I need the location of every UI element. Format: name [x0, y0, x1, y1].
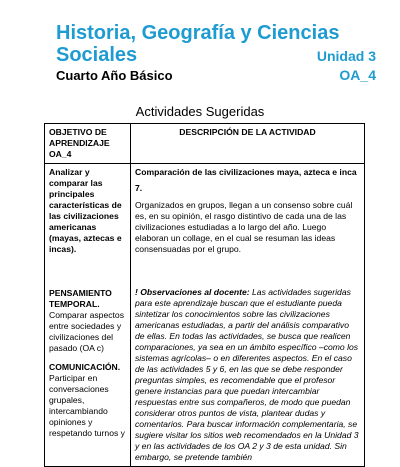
- activity-number: 7.: [135, 183, 143, 193]
- observations-text: Las actividades sugeridas para este aprendizaje buscan que el estudiante pueda sintetizar los conocimientos sobre las civilizaciones americanas estudiadas, a partir del análisis comparativo de ellas. En todas las actividades, se busca que realicen comparaciones, ya sea en un ámbito específico –como los sistemas agrícolas– o en diferentes aspectos. En el caso de las actividades 5 y 6, en las que se debe responder preguntas simples, es recomendable que el profesor genere instancias para que puedan intercambiar respuestas entre sus compañeros, de modo que puedan considerar otros puntos de vista, plantear dudas y comentarios. Para buscar información complementaria, se sugiere visitar los sitios web recomendados en la Unidad 3 y en las actividades de los OA 2 y 3 de esta unidad. Sin embargo, se pretende también: [135, 287, 359, 462]
- grade-label: Cuarto Año Básico: [56, 68, 173, 83]
- communication-title: COMUNICACIÓN.: [49, 362, 121, 372]
- objective-header: OBJETIVO DE APRENDIZAJE OA_4: [45, 124, 131, 164]
- activity-description: Organizados en grupos, llegan a un consenso sobre cuál es, en su opinión, el rasgo distintivo de cada una de las civilizaciones estudiadas a lo largo del año. Luego elaboran un collage, en el cual se resuman las ideas consensuadas por el grupo.: [135, 200, 353, 254]
- unit-label: Unidad 3: [316, 48, 376, 64]
- subject-title: Historia, Geografía y Ciencias: [56, 22, 340, 44]
- teacher-observations: [135, 287, 360, 463]
- title-row: [56, 44, 376, 66]
- document-header: [56, 22, 376, 83]
- activity-title: Comparación de las civilizaciones maya, azteca e inca: [135, 167, 357, 177]
- thinking-text: Comparar aspectos entre sociedades y civilizaciones del pasado (OA c): [49, 310, 124, 353]
- oa-code: OA_4: [339, 67, 376, 83]
- observations-label: ! Observaciones al docente:: [135, 287, 250, 297]
- section-title: Actividades Sugeridas: [135, 104, 265, 119]
- table-header-row: [45, 124, 365, 164]
- communication-text: Participar en conversaciones grupales, intercambiando opiniones y respetando turnos y: [49, 373, 125, 438]
- activity-table: [44, 123, 365, 467]
- objective-cell: [45, 164, 131, 467]
- description-cell: [131, 164, 365, 467]
- table-row: [45, 164, 365, 467]
- subject-title-cont: Sociales: [56, 44, 138, 66]
- description-header: DESCRIPCIÓN DE LA ACTIVIDAD: [131, 124, 365, 164]
- objective-text: Analizar y comparar las principales características de las civilizaciones americanas (mayas, aztecas e incas).: [49, 167, 122, 254]
- thinking-title: PENSAMIENTO TEMPORAL.: [49, 288, 112, 309]
- grade-row: [56, 67, 376, 83]
